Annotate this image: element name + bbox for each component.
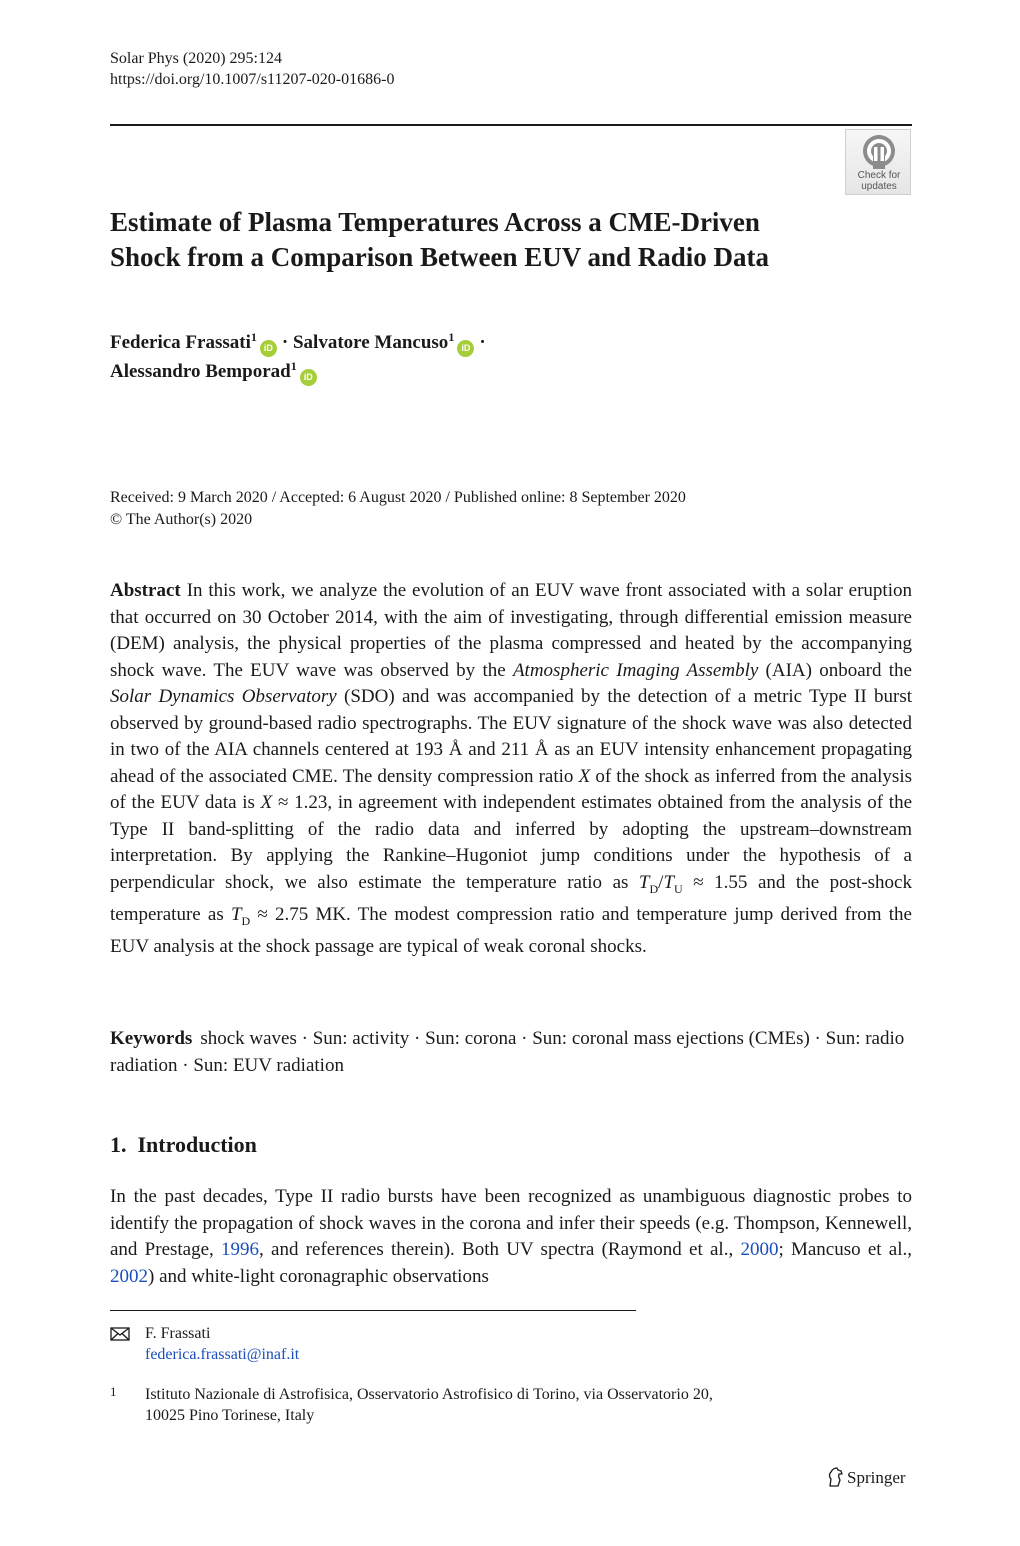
email-link[interactable]: federica.frassati@inaf.it [145,1346,300,1363]
affiliation-line-2: 10025 Pino Torinese, Italy [145,1407,315,1424]
author-separator: · [281,332,289,353]
badge-line-1: Check for [857,170,901,181]
author-name[interactable]: Federica Frassati [110,332,251,353]
section-heading [110,1130,257,1160]
math-symbol: X [260,792,273,813]
publication-history [110,487,686,531]
copyright-line: © The Author(s) 2020 [110,511,253,528]
doi-link[interactable]: https://doi.org/10.1007/s11207-020-01686-0 [110,71,395,88]
section-title: Introduction [137,1132,257,1157]
affiliation-marker: 1 [290,359,297,373]
math-symbol: T [663,871,675,893]
abstract-text: ≈ 1.55 and the post-shock temperature as [110,871,912,925]
abstract-text: (SDO) and was accompanied by the detection of a metric Type II burst observed by ground-based radio spectrographs. The EUV signature of the shock wave was also detected in two of the AIA channels centered at 193 Å and 211 Å as an EUV intensity enhancement propagating ahead of the associated CME. The density compression ratio [110,686,912,787]
badge-line-2: updates [861,181,897,192]
body-text: In the past decades, Type II radio bursts have been recognized as unambiguous diagnostic probes to identify the propagation of shock waves in the corona and infer their speeds (e.g. Thompson, Kennewell, and Prestage, [110,1186,912,1260]
math-symbol: X [578,765,591,787]
orcid-icon[interactable]: iD [260,340,277,357]
keywords-text: shock waves · Sun: activity · Sun: corona · Sun: coronal mass ejections (CMEs) · Sun: radio radiation · Sun: EUV radiation [110,1028,905,1076]
math-symbol: T [638,871,650,893]
header-rule [110,124,912,126]
math-symbol: T [230,903,242,925]
orcid-icon[interactable]: iD [300,369,317,386]
abstract-italic-aia: Atmospheric Imaging Assembly [512,659,759,681]
math-symbol: / [658,871,664,893]
check-for-updates-badge[interactable] [845,129,911,195]
corresponding-name: F. Frassati [145,1325,211,1342]
author-separator: · [479,332,486,353]
abstract-text: of the shock as inferred from the analysis of the EUV data is [110,765,912,813]
title-line-2: Shock from a Comparison Between EUV and Radio Data [110,242,770,272]
abstract-text: ≈ 1.23, in agreement with independent estimates obtained from the analysis of the Type II band-splitting of the radio data and inferred by adopting the upstream–downstream interpretation. By applying the Rankine–Hugoniot jump conditions under the hypothesis of a perpendicular shock, we also estimate the temperature ratio as [110,792,913,893]
corresponding-author [145,1323,299,1365]
affiliation-marker: 1 [448,330,455,344]
author-list [110,328,870,386]
affiliation-number: 1 [110,1384,117,1399]
body-text: , and references therein). Both UV spectra (Raymond et al., [259,1239,741,1260]
math-subscript: U [674,881,683,896]
running-header [110,48,394,90]
keywords [110,1026,912,1079]
abstract [110,578,912,961]
abstract-text: ≈ 2.75 MK. The modest compression ratio and temperature jump derived from the EUV analysis at the shock passage are typical of weak coronal shocks. [110,903,912,958]
envelope-icon [110,1327,130,1341]
publisher-name: Springer [847,1468,906,1487]
body-text: ) and white-light coronagraphic observations [148,1265,489,1287]
affiliation-marker: 1 [250,330,257,344]
abstract-text: In this work, we analyze the evolution of an EUV wave front associated with a solar eruption that occurred on 30 October 2014, with the aim of investigating, through differential emission measure (DEM) analysis, the physical properties of the plasma compressed and heated by the accompanying shock wave. The EUV wave was observed by the [110,580,912,681]
publisher-logo [826,1467,906,1489]
citation-link[interactable]: 1996 [221,1239,260,1260]
title-line-1: Estimate of Plasma Temperatures Across a CME-Driven [110,207,760,237]
author-name[interactable]: Alessandro Bemporad [110,361,291,382]
abstract-text: (AIA) onboard the [758,659,912,681]
abstract-label: Abstract [110,580,181,601]
math-subscript: D [649,881,659,896]
abstract-italic-sdo: Solar Dynamics Observatory [110,686,337,707]
dates-line: Received: 9 March 2020 / Accepted: 6 August 2020 / Published online: 8 September 2020 [110,489,686,506]
crossmark-icon [859,133,899,169]
intro-paragraph [110,1184,912,1290]
article-title [110,205,870,275]
citation-link[interactable]: 2000 [740,1239,779,1260]
affiliation [145,1384,713,1426]
keywords-label: Keywords [110,1028,193,1049]
author-name[interactable]: Salvatore Mancuso [292,332,449,353]
journal-citation: Solar Phys (2020) 295:124 [110,50,282,67]
footnote-rule [110,1310,636,1311]
body-text: ; Mancuso et al., [778,1239,913,1260]
affiliation-line-1: Istituto Nazionale di Astrofisica, Osservatorio Astrofisico di Torino, via Osservatorio 20, [145,1386,713,1403]
math-subscript: D [241,913,251,928]
section-number: 1. [110,1132,127,1157]
citation-link[interactable]: 2002 [110,1265,148,1287]
springer-horse-icon [826,1467,844,1487]
orcid-icon[interactable]: iD [457,340,474,357]
